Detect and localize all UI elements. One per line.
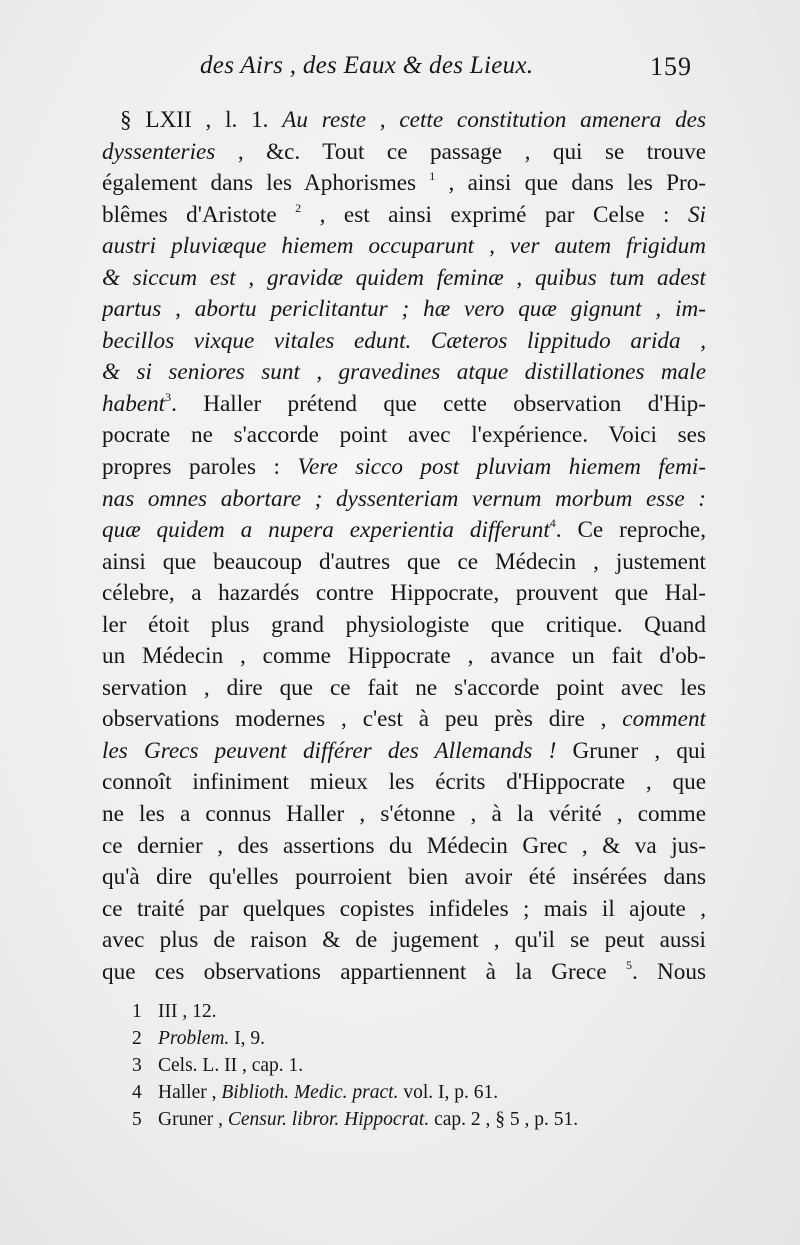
text-line xyxy=(102,641,706,673)
footnote xyxy=(132,1079,692,1106)
footnote xyxy=(132,1025,692,1052)
footnote xyxy=(132,1106,692,1133)
text-run: blêmes d'Aristote xyxy=(102,201,296,228)
footnote-ref: 4 xyxy=(549,516,556,531)
text-run: . Ce reproche, xyxy=(555,517,706,544)
text-line xyxy=(102,326,706,358)
text-line xyxy=(102,957,706,989)
footnote-text: III , 12. xyxy=(158,1001,217,1022)
text-run: Gruner , qui xyxy=(556,737,706,764)
text-line xyxy=(102,862,706,894)
text-run: dyssenteries xyxy=(102,138,216,165)
text-run: également dans les Aphorismes xyxy=(102,170,430,197)
footnote-text: cap. 2 , § 5 , p. 51. xyxy=(429,1109,579,1130)
text-line xyxy=(102,231,706,263)
text-line xyxy=(102,799,706,831)
text-run: . Haller prétend que cette observation d'Hip- xyxy=(171,390,706,417)
text-line xyxy=(102,578,706,610)
text-run: ce traité par quelques copistes infideles ; mais il ajoute , xyxy=(102,895,706,922)
text-run: avec plus de raison & de jugement , qu'il se peut aussi xyxy=(102,927,706,954)
footnote-text: Gruner , xyxy=(158,1109,228,1130)
footnote-ref: 2 xyxy=(295,200,302,215)
footnote-number: 3 xyxy=(132,1055,142,1076)
text-line xyxy=(102,389,706,421)
text-run: , &c. Tout ce passage , qui se trouve xyxy=(215,138,706,165)
text-line xyxy=(102,484,706,516)
footnote xyxy=(132,1052,692,1079)
text-run: un Médecin , comme Hippocrate , avance un fait d'ob- xyxy=(102,643,706,670)
footnote-number: 2 xyxy=(132,1028,142,1049)
footnote-text: Cels. L. II , cap. 1. xyxy=(158,1055,304,1076)
text-line xyxy=(102,704,706,736)
text-run: ne les a connus Haller , s'étonne , à la vérité , comme xyxy=(102,801,706,828)
text-line xyxy=(102,894,706,926)
text-run: , ainsi que dans les Pro- xyxy=(435,170,706,197)
footnote-ref: 5 xyxy=(625,957,632,972)
body-text xyxy=(102,105,706,988)
footnote-text: Censur. libror. Hippocrat. xyxy=(227,1109,430,1130)
text-line xyxy=(102,673,706,705)
running-title: des Airs , des Eaux & des Lieux. xyxy=(200,52,534,79)
page-number: 159 xyxy=(650,52,692,81)
text-line xyxy=(102,357,706,389)
text-run: Si xyxy=(687,201,706,228)
text-run: quæ quidem a nupera experientia differunt xyxy=(102,517,550,544)
text-run: ce dernier , des assertions du Médecin Grec , & va jus- xyxy=(102,832,706,859)
text-line xyxy=(102,736,706,768)
text-run: , est ainsi exprimé par Celse : xyxy=(301,201,688,228)
footnote-ref: 3 xyxy=(165,389,172,404)
text-run: célebre, a hazardés contre Hippocrate, prouvent que Hal- xyxy=(102,580,706,607)
footnote-number: 1 xyxy=(132,1001,142,1022)
text-run: que ces observations appartiennent à la Grece xyxy=(102,958,626,985)
text-run: & siccum est , gravidæ quidem feminæ , quibus tum adest xyxy=(102,264,706,291)
footnote-text: I, 9. xyxy=(229,1028,266,1049)
text-line xyxy=(102,831,706,863)
text-run: § LXII , l. 1. xyxy=(120,107,283,133)
footnote-ref: 1 xyxy=(429,169,436,184)
text-line xyxy=(102,200,706,232)
text-run: les Grecs peuvent différer des Allemands ! xyxy=(102,737,557,764)
footnote-number: 5 xyxy=(132,1109,142,1130)
text-line xyxy=(102,547,706,579)
text-run: propres paroles : xyxy=(102,454,298,481)
text-line xyxy=(102,420,706,452)
text-run: nas omnes abortare ; dyssenteriam vernum morbum esse : xyxy=(102,485,706,512)
text-run: pocrate ne s'accorde point avec l'expérience. Voici ses xyxy=(102,422,706,449)
footnote-number: 4 xyxy=(132,1082,142,1103)
footnote-text: Problem. xyxy=(158,1028,230,1049)
text-run: qu'à dire qu'elles pourroient bien avoir été insérées dans xyxy=(102,864,706,891)
text-line xyxy=(102,294,706,326)
page-header xyxy=(0,52,800,92)
text-line xyxy=(102,515,706,547)
text-run: Au reste , cette constitution amenera des xyxy=(282,107,706,133)
text-run: becillos vixque vitales edunt. Cæteros lippitudo arida , xyxy=(102,327,706,354)
text-line xyxy=(102,105,706,137)
footnote xyxy=(132,998,692,1025)
text-run: habent xyxy=(102,390,166,417)
text-run: comment xyxy=(622,706,706,733)
footnote-text: Biblioth. Medic. pract. xyxy=(221,1082,399,1103)
text-line xyxy=(102,263,706,295)
text-line xyxy=(102,925,706,957)
text-line xyxy=(102,137,706,169)
text-run: connoît infiniment mieux les écrits d'Hippocrate , que xyxy=(102,769,706,796)
footnote-text: Haller , xyxy=(158,1082,222,1103)
text-run: servation , dire que ce fait ne s'accorde point avec les xyxy=(102,674,706,701)
text-run: partus , abortu periclitantur ; hæ vero quæ gignunt , im- xyxy=(102,296,706,323)
text-run: austri pluviæque hiemem occuparunt , ver autem frigidum xyxy=(102,233,706,260)
footnotes xyxy=(132,998,692,1133)
text-line xyxy=(102,452,706,484)
text-run: ainsi que beaucoup d'autres que ce Médecin , justement xyxy=(102,548,706,575)
text-run: ler étoit plus grand physiologiste que critique. Quand xyxy=(102,611,706,638)
text-run: Vere sicco post pluviam hiemem femi- xyxy=(297,454,706,481)
text-line xyxy=(102,168,706,200)
text-run: . Nous xyxy=(631,958,706,985)
text-run: & si seniores sunt , gravedines atque distillationes male xyxy=(102,359,706,386)
text-line xyxy=(102,610,706,642)
text-run: observations modernes , c'est à peu près dire , xyxy=(102,706,623,733)
text-line xyxy=(102,767,706,799)
footnote-text: vol. I, p. 61. xyxy=(398,1082,499,1103)
